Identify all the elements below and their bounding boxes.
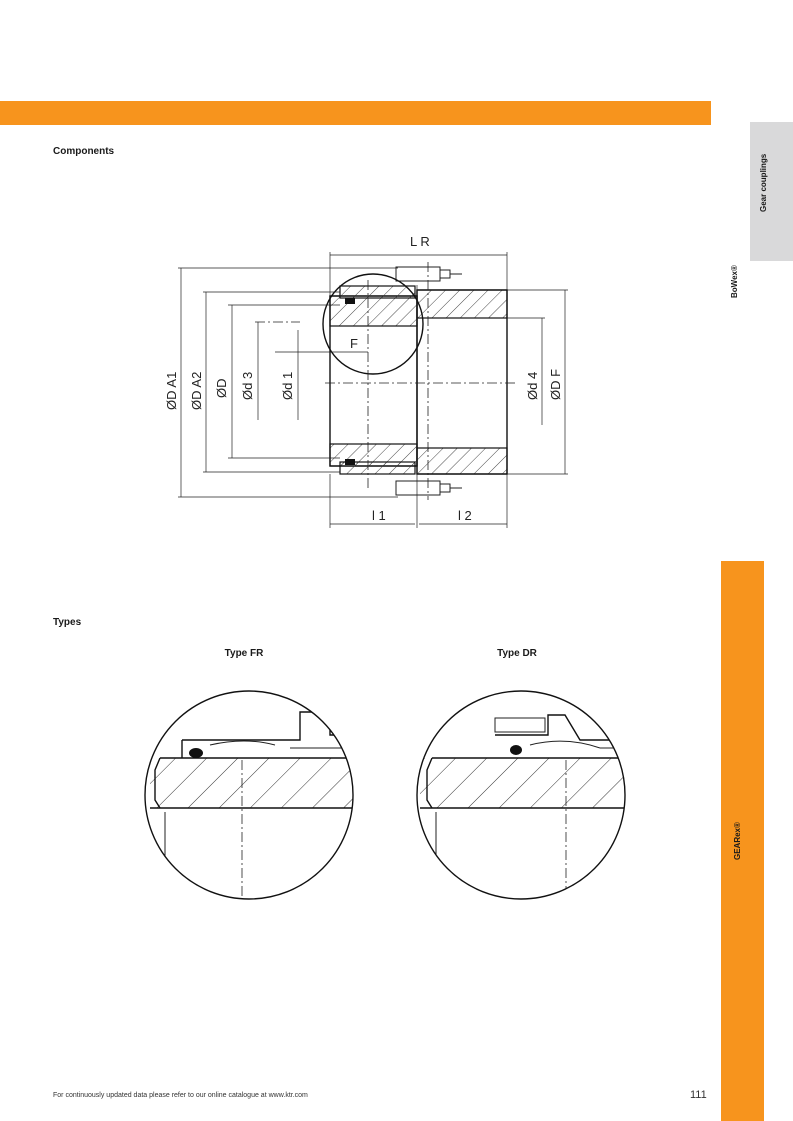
coupling-cross-section	[178, 252, 568, 528]
footer-note: For continuously updated data please refer to our online catalogue at www.ktr.com	[53, 1092, 308, 1099]
side-tab-gearex-label: GEARex®	[733, 822, 742, 860]
type-dr-detail	[417, 691, 630, 900]
label-d4: Ød 4	[525, 371, 540, 400]
page-number: 111	[690, 1089, 707, 1101]
label-LR: L R	[410, 234, 430, 249]
label-DA1: ØD A1	[164, 371, 179, 410]
type-dr-title: Type DR	[497, 648, 537, 659]
type-fr-detail	[145, 691, 360, 900]
type-fr-title: Type FR	[224, 648, 264, 659]
label-D: ØD	[214, 378, 229, 398]
label-DF: ØD F	[548, 368, 563, 400]
label-DA2: ØD A2	[189, 371, 204, 410]
label-d3: Ød 3	[240, 371, 255, 400]
types-heading: Types	[53, 617, 82, 628]
label-l1: l 1	[372, 508, 386, 523]
label-d1: Ød 1	[280, 371, 295, 400]
side-tab-bowex-label[interactable]: BoWex®	[730, 265, 739, 298]
label-F: F	[350, 336, 358, 351]
side-tab-gear-couplings-label: Gear couplings	[759, 153, 768, 212]
label-l2: l 2	[458, 508, 472, 523]
components-heading: Components	[53, 146, 115, 157]
